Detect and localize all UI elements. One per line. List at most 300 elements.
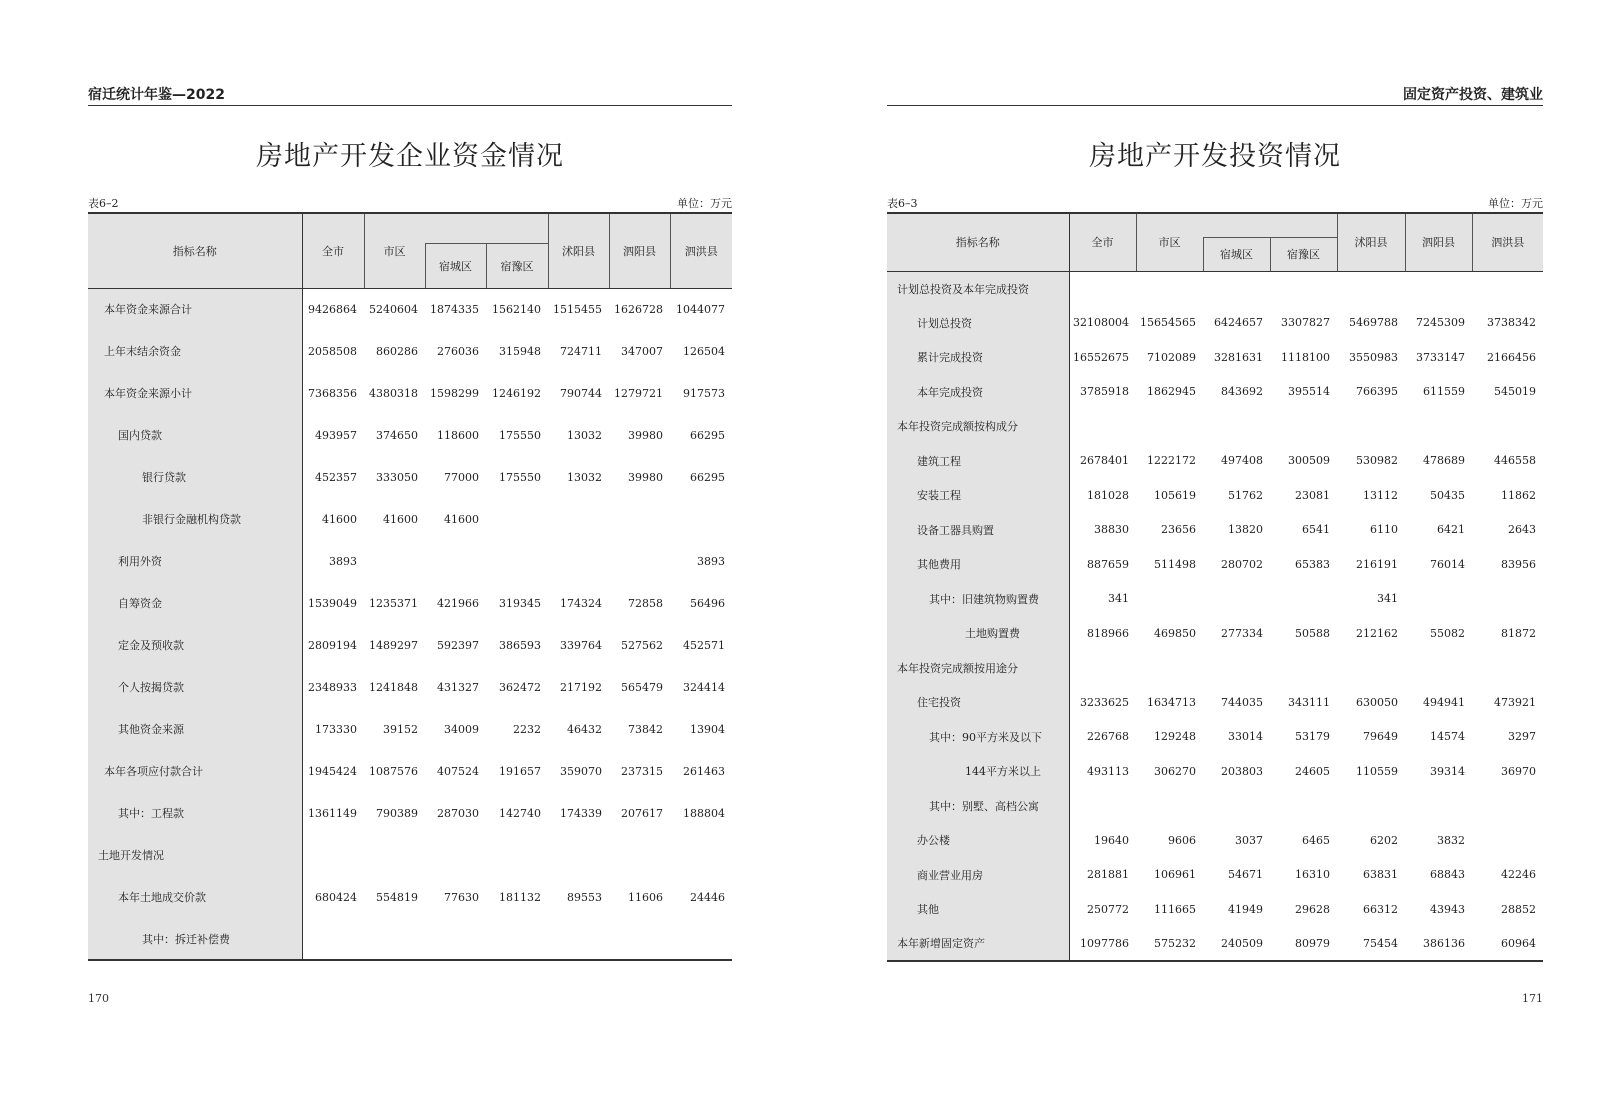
row-label: 土地购置费 — [887, 616, 1069, 651]
table-cell: 6465 — [1302, 833, 1330, 847]
table-cell: 276036 — [437, 344, 479, 358]
header-all-city: 全市 — [1069, 213, 1136, 271]
table-cell — [1270, 409, 1337, 444]
table-cell: 469850 — [1154, 626, 1196, 640]
table-row — [88, 582, 732, 624]
table-cell: 55082 — [1430, 626, 1465, 640]
table-cell: 1598299 — [430, 386, 479, 400]
table-cell: 43943 — [1430, 902, 1465, 916]
table-cell: 287030 — [437, 806, 479, 820]
table-row — [887, 271, 1543, 306]
table-cell: 452357 — [315, 470, 357, 484]
table-cell: 34009 — [444, 722, 479, 736]
table-cell — [1203, 409, 1270, 444]
row-label: 其他 — [887, 892, 1069, 927]
row-label: 上年末结余资金 — [88, 330, 302, 372]
table-cell — [548, 834, 609, 876]
table-row — [887, 754, 1543, 789]
table-cell: 63831 — [1363, 868, 1398, 882]
row-label: 商业营业用房 — [887, 858, 1069, 893]
table-cell: 6424657 — [1214, 316, 1263, 330]
running-head-left: 宿迁统计年鉴—2022 — [88, 87, 225, 103]
table-cell: 2232 — [513, 722, 541, 736]
table-cell: 860286 — [376, 344, 418, 358]
table-cell: 887659 — [1087, 557, 1129, 571]
row-label: 本年资金来源小计 — [88, 372, 302, 414]
table-cell: 9606 — [1168, 833, 1196, 847]
table-cell: 66295 — [690, 428, 725, 442]
table-cell: 13820 — [1228, 523, 1263, 537]
table-cell — [1405, 271, 1472, 306]
table-row — [88, 666, 732, 708]
table-cell: 9426864 — [308, 302, 357, 316]
table-cell: 23656 — [1161, 523, 1196, 537]
header-rule-left — [88, 105, 732, 106]
table-cell: 530982 — [1356, 454, 1398, 468]
table-cell: 1087576 — [369, 764, 418, 778]
right-page — [805, 0, 1609, 1099]
table-cell: 324414 — [683, 680, 725, 694]
table-cell: 41600 — [444, 512, 479, 526]
table-cell — [486, 834, 548, 876]
table-cell: 188804 — [683, 806, 725, 820]
table-unit-right: 单位：万元 — [1488, 197, 1543, 210]
table-cell: 511498 — [1154, 557, 1196, 571]
table-cell: 1626728 — [614, 302, 663, 316]
table-cell: 15654565 — [1140, 316, 1196, 330]
table-cell: 493113 — [1087, 764, 1129, 778]
table-cell: 3297 — [1508, 730, 1536, 744]
table-row — [887, 823, 1543, 858]
table-cell: 473921 — [1494, 695, 1536, 709]
table-cell — [1405, 651, 1472, 686]
table-row — [88, 624, 732, 666]
table-cell — [1069, 651, 1136, 686]
table-cell: 126504 — [683, 344, 725, 358]
header-urban: 市区 — [364, 213, 425, 288]
header-name: 指标名称 — [88, 213, 302, 288]
table-cell — [1136, 651, 1203, 686]
table-cell: 29628 — [1295, 902, 1330, 916]
table-cell: 306270 — [1154, 764, 1196, 778]
table-row — [887, 927, 1543, 962]
table-cell — [1472, 823, 1543, 858]
table-cell: 1279721 — [614, 386, 663, 400]
table-cell: 175550 — [499, 470, 541, 484]
table-cell: 68843 — [1430, 868, 1465, 882]
table-cell: 13032 — [567, 470, 602, 484]
table-cell: 7368356 — [308, 386, 357, 400]
table-cell: 42246 — [1501, 868, 1536, 882]
table-cell: 41949 — [1228, 902, 1263, 916]
row-label: 住宅投资 — [887, 685, 1069, 720]
table-cell — [1203, 651, 1270, 686]
table-cell: 24605 — [1295, 764, 1330, 778]
table-cell: 60964 — [1472, 927, 1543, 962]
table-row — [887, 892, 1543, 927]
table-cell: 2643 — [1508, 523, 1536, 537]
row-label: 计划总投资 — [887, 306, 1069, 341]
table-row — [88, 918, 732, 960]
table-cell: 75454 — [1337, 927, 1405, 962]
row-label: 土地开发情况 — [88, 834, 302, 876]
table-cell: 1562140 — [492, 302, 541, 316]
row-label: 144平方米以上 — [887, 754, 1069, 789]
table-cell — [1270, 789, 1337, 824]
table-cell: 65383 — [1295, 557, 1330, 571]
table-cell — [425, 540, 486, 582]
table-cell: 1097786 — [1069, 927, 1136, 962]
table-cell: 4380318 — [369, 386, 418, 400]
table-cell: 1489297 — [369, 638, 418, 652]
table-cell: 226768 — [1087, 730, 1129, 744]
table-cell: 181132 — [499, 890, 541, 904]
table-row — [88, 372, 732, 414]
table-cell: 315948 — [499, 344, 541, 358]
row-label: 其中：旧建筑物购置费 — [887, 582, 1069, 617]
row-label: 定金及预收款 — [88, 624, 302, 666]
table-cell: 56496 — [690, 596, 725, 610]
table-cell: 1862945 — [1147, 385, 1196, 399]
header-urban: 市区 — [1136, 213, 1203, 271]
table-cell: 630050 — [1356, 695, 1398, 709]
table-cell — [1203, 582, 1270, 617]
header-sihong: 泗洪县 — [1472, 213, 1543, 271]
table-row — [88, 288, 732, 330]
row-label: 本年土地成交价款 — [88, 876, 302, 918]
table-cell: 111665 — [1154, 902, 1196, 916]
table-cell: 203803 — [1221, 764, 1263, 778]
table-cell — [670, 918, 732, 960]
row-label: 银行贷款 — [88, 456, 302, 498]
row-label: 设备工器具购置 — [887, 513, 1069, 548]
table-cell: 545019 — [1494, 385, 1536, 399]
table-cell — [1136, 409, 1203, 444]
table-cell — [548, 498, 609, 540]
table-cell: 53179 — [1295, 730, 1330, 744]
header-siyang: 泗阳县 — [1405, 213, 1472, 271]
table-cell: 1945424 — [308, 764, 357, 778]
table-cell: 14574 — [1430, 730, 1465, 744]
table-cell: 611559 — [1423, 385, 1465, 399]
table-row — [887, 789, 1543, 824]
running-head-right: 固定资产投资、建筑业 — [1403, 87, 1543, 103]
header-siyang: 泗阳县 — [609, 213, 670, 288]
table-cell: 66295 — [690, 470, 725, 484]
table-row — [887, 513, 1543, 548]
table-cell: 1044077 — [676, 302, 725, 316]
row-label: 计划总投资及本年完成投资 — [887, 271, 1069, 306]
row-label: 本年完成投资 — [887, 375, 1069, 410]
table-cell: 13904 — [690, 722, 725, 736]
table-cell: 277334 — [1221, 626, 1263, 640]
table-cell: 207617 — [621, 806, 663, 820]
row-label: 本年投资完成额按构成分 — [887, 409, 1069, 444]
table-id-left: 表6–2 — [88, 197, 119, 210]
table-cell: 11862 — [1501, 488, 1536, 502]
header-all-city: 全市 — [302, 213, 364, 288]
page-number-right: 171 — [1522, 992, 1543, 1005]
table-cell: 494941 — [1423, 695, 1465, 709]
table-cell: 3785918 — [1080, 385, 1129, 399]
table-cell: 28852 — [1501, 902, 1536, 916]
table-cell: 76014 — [1430, 557, 1465, 571]
table-row — [887, 858, 1543, 893]
table-cell — [609, 834, 670, 876]
table-cell — [1270, 271, 1337, 306]
table-cell: 1539049 — [308, 596, 357, 610]
table-row — [88, 792, 732, 834]
header-shuyang: 沭阳县 — [548, 213, 609, 288]
table-cell: 362472 — [499, 680, 541, 694]
table-cell: 173330 — [315, 722, 357, 736]
row-label: 自筹资金 — [88, 582, 302, 624]
table-cell: 407524 — [437, 764, 479, 778]
table-cell: 41600 — [322, 512, 357, 526]
table-cell: 174324 — [560, 596, 602, 610]
table-cell: 452571 — [683, 638, 725, 652]
row-label: 国内贷款 — [88, 414, 302, 456]
table-cell: 680424 — [315, 890, 357, 904]
table-cell — [1472, 651, 1543, 686]
table-row — [887, 409, 1543, 444]
table-row — [887, 616, 1543, 651]
table-cell: 6421 — [1437, 523, 1465, 537]
table-cell: 50435 — [1430, 488, 1465, 502]
table-cell — [486, 918, 548, 960]
table-cell: 565479 — [621, 680, 663, 694]
table-cell: 41600 — [383, 512, 418, 526]
table-cell — [548, 540, 609, 582]
page-number-left: 170 — [88, 992, 109, 1005]
table-cell — [1337, 271, 1405, 306]
table-cell: 38830 — [1094, 523, 1129, 537]
table-cell: 50588 — [1295, 626, 1330, 640]
table-cell: 1222172 — [1147, 454, 1196, 468]
row-label: 个人按揭贷款 — [88, 666, 302, 708]
table-cell: 79649 — [1363, 730, 1398, 744]
table-cell: 46432 — [567, 722, 602, 736]
row-label: 本年各项应付款合计 — [88, 750, 302, 792]
table-cell: 554819 — [376, 890, 418, 904]
table-cell: 3733147 — [1416, 350, 1465, 364]
table-cell: 2678401 — [1080, 454, 1129, 468]
table-cell: 766395 — [1356, 385, 1398, 399]
page-title-left: 房地产开发企业资金情况 — [256, 141, 564, 172]
table-cell: 2166456 — [1487, 350, 1536, 364]
table-cell: 36970 — [1501, 764, 1536, 778]
table-cell — [1069, 409, 1136, 444]
table-cell: 478689 — [1423, 454, 1465, 468]
row-label: 建筑工程 — [887, 444, 1069, 479]
table-cell: 181028 — [1087, 488, 1129, 502]
table-cell: 592397 — [437, 638, 479, 652]
table-cell: 217192 — [560, 680, 602, 694]
table-cell — [1405, 789, 1472, 824]
table-row — [887, 478, 1543, 513]
table-cell: 493957 — [315, 428, 357, 442]
row-label: 本年投资完成额按用途分 — [887, 651, 1069, 686]
table-cell: 3738342 — [1487, 316, 1536, 330]
row-label: 其他资金来源 — [88, 708, 302, 750]
table-cell: 16552675 — [1073, 350, 1129, 364]
table-cell: 446558 — [1494, 454, 1536, 468]
table-cell: 818966 — [1087, 626, 1129, 640]
table-cell — [425, 834, 486, 876]
table-cell: 2058508 — [308, 344, 357, 358]
table-cell: 250772 — [1087, 902, 1129, 916]
table-cell — [1270, 582, 1337, 617]
table-cell — [1405, 409, 1472, 444]
table-cell: 110559 — [1356, 764, 1398, 778]
table-cell: 6202 — [1370, 833, 1398, 847]
table-cell: 2809194 — [308, 638, 357, 652]
table-cell — [1069, 789, 1136, 824]
header-suyu: 宿豫区 — [486, 243, 548, 288]
row-label: 其中：拆迁补偿费 — [88, 918, 302, 960]
table-cell: 497408 — [1221, 454, 1263, 468]
table-cell: 7102089 — [1147, 350, 1196, 364]
table-cell: 174339 — [560, 806, 602, 820]
table-cell: 73842 — [628, 722, 663, 736]
header-sihong: 泗洪县 — [670, 213, 732, 288]
table-cell: 54671 — [1228, 868, 1263, 882]
table-cell: 1246192 — [492, 386, 541, 400]
table-row — [887, 651, 1543, 686]
table-cell: 51762 — [1228, 488, 1263, 502]
row-label: 本年资金来源合计 — [88, 288, 302, 330]
table-cell: 359070 — [560, 764, 602, 778]
table-cell: 77000 — [444, 470, 479, 484]
table-cell — [425, 918, 486, 960]
table-cell: 790389 — [376, 806, 418, 820]
table-cell: 6541 — [1302, 523, 1330, 537]
table-cell — [364, 918, 425, 960]
header-suyu: 宿豫区 — [1270, 237, 1337, 271]
table-row — [887, 340, 1543, 375]
header-shuyang: 沭阳县 — [1337, 213, 1405, 271]
table-row — [88, 750, 732, 792]
table-cell: 13112 — [1363, 488, 1398, 502]
table-cell: 744035 — [1221, 695, 1263, 709]
funds-table — [88, 212, 732, 961]
table-cell — [302, 834, 364, 876]
table-row — [887, 685, 1543, 720]
table-cell: 106961 — [1154, 868, 1196, 882]
table-cell: 843692 — [1221, 385, 1263, 399]
table-cell: 11606 — [628, 890, 663, 904]
row-label: 本年新增固定资产 — [887, 927, 1069, 962]
table-cell: 89553 — [567, 890, 602, 904]
table-row — [887, 720, 1543, 755]
table-cell: 77630 — [444, 890, 479, 904]
table-cell: 33014 — [1228, 730, 1263, 744]
table-row — [887, 582, 1543, 617]
row-label: 其中：工程款 — [88, 792, 302, 834]
table-cell: 374650 — [376, 428, 418, 442]
row-label: 其中：别墅、高档公寓 — [887, 789, 1069, 824]
table-cell: 1235371 — [369, 596, 418, 610]
row-label: 其他费用 — [887, 547, 1069, 582]
table-cell: 917573 — [683, 386, 725, 400]
funds-table-body — [88, 288, 732, 960]
table-cell: 66312 — [1363, 902, 1398, 916]
table-row — [887, 444, 1543, 479]
table-row — [88, 540, 732, 582]
table-cell: 339764 — [560, 638, 602, 652]
table-row — [88, 414, 732, 456]
table-cell — [1472, 789, 1543, 824]
table-row — [88, 456, 732, 498]
left-page — [0, 0, 804, 1099]
row-label: 其中：90平方米及以下 — [887, 720, 1069, 755]
row-label: 办公楼 — [887, 823, 1069, 858]
table-cell: 129248 — [1154, 730, 1196, 744]
table-cell: 191657 — [499, 764, 541, 778]
table-cell — [609, 498, 670, 540]
table-cell: 575232 — [1136, 927, 1203, 962]
table-cell — [364, 540, 425, 582]
table-cell: 105619 — [1154, 488, 1196, 502]
table-cell: 527562 — [621, 638, 663, 652]
table-cell: 1361149 — [308, 806, 357, 820]
table-cell: 5469788 — [1349, 316, 1398, 330]
table-cell — [486, 540, 548, 582]
table-cell — [302, 918, 364, 960]
table-cell: 19640 — [1094, 833, 1129, 847]
table-cell: 1118100 — [1281, 350, 1330, 364]
table-cell: 724711 — [560, 344, 602, 358]
table-cell: 3037 — [1235, 833, 1263, 847]
table-cell: 23081 — [1295, 488, 1330, 502]
table-cell: 39152 — [383, 722, 418, 736]
table-cell — [548, 918, 609, 960]
table-cell: 83956 — [1501, 557, 1536, 571]
table-cell — [1270, 651, 1337, 686]
table-cell: 240509 — [1203, 927, 1270, 962]
table-cell: 280702 — [1221, 557, 1263, 571]
table-cell: 341 — [1377, 592, 1398, 606]
table-cell: 3233625 — [1080, 695, 1129, 709]
table-cell: 386593 — [499, 638, 541, 652]
table-row — [88, 876, 732, 918]
header-sucheng: 宿城区 — [1203, 237, 1270, 271]
table-cell: 341 — [1108, 592, 1129, 606]
row-label: 累计完成投资 — [887, 340, 1069, 375]
page-title-right: 房地产开发投资情况 — [1089, 141, 1341, 172]
table-cell: 421966 — [437, 596, 479, 610]
table-cell: 39980 — [628, 428, 663, 442]
table-cell — [364, 834, 425, 876]
table-cell: 39980 — [628, 470, 663, 484]
table-cell: 3893 — [697, 554, 725, 568]
table-cell: 431327 — [437, 680, 479, 694]
row-label: 利用外资 — [88, 540, 302, 582]
table-cell: 2348933 — [308, 680, 357, 694]
table-cell: 5240604 — [369, 302, 418, 316]
table-cell — [609, 918, 670, 960]
table-cell — [1337, 651, 1405, 686]
table-row — [887, 375, 1543, 410]
row-label: 安装工程 — [887, 478, 1069, 513]
table-cell — [609, 540, 670, 582]
table-cell: 6110 — [1370, 523, 1398, 537]
table-cell — [1337, 789, 1405, 824]
table-cell: 72858 — [628, 596, 663, 610]
table-cell: 386136 — [1405, 927, 1472, 962]
table-cell: 1241848 — [369, 680, 418, 694]
table-cell: 118600 — [437, 428, 479, 442]
